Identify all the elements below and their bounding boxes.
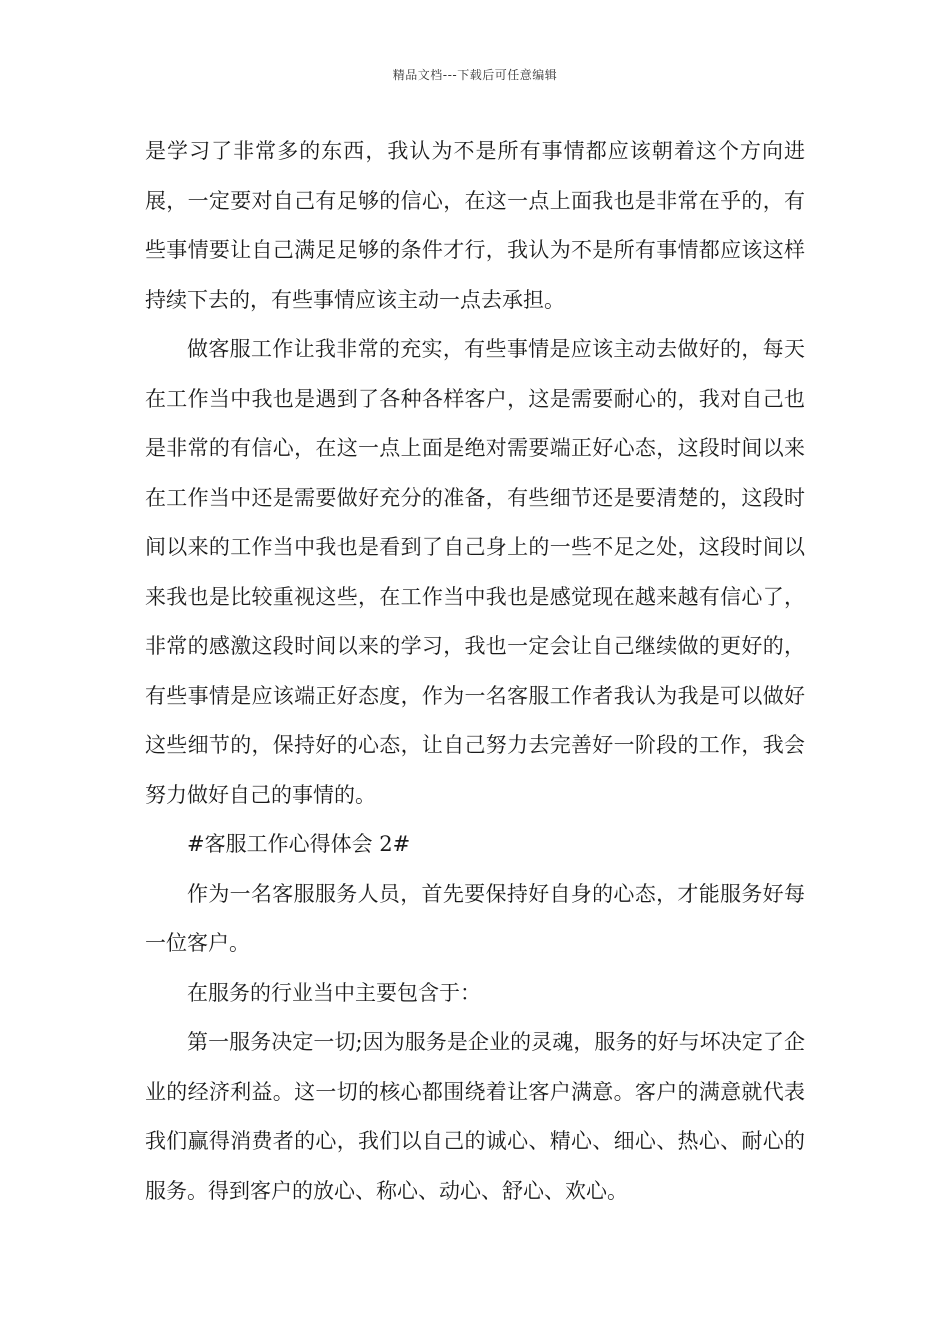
page-header: 精品文档---下载后可任意编辑 [392, 68, 558, 82]
document-body [145, 127, 805, 1216]
paragraph-service-industry: 在服务的行业当中主要包含于： [187, 980, 481, 1005]
paragraph-customer-service-work: 做客服工作让我非常的充实，有些事情是应该主动去做好的，每天在工作当中我也是遇到了各种各样客户，这是需要耐心的，我对自己也是非常的有信心，在这一点上面是绝对需要端正好心态，这段时间以来在工作当中还是需要做好充分的准备，有些细节还是要清楚的，这段时间以来的工作当中我也是看到了自己身上的一些不足之处，这段时间以来我也是比较重视这些，在工作当中我也是感觉现在越来越有信心了，非常的感激这段时间以来的学习，我也一定会让自己继续做的更好的，有些事情是应该端正好态度，作为一名客服工作者我认为我是可以做好这些细节的，保持好的心态，让自己努力去完善好一阶段的工作，我会努力做好自己的事情的。 [145, 337, 805, 807]
paragraph-attitude: 作为一名客服服务人员，首先要保持好自身的心态，才能服务好每一位客户。 [145, 881, 805, 955]
section-heading: #客服工作心得体会 2# [187, 832, 411, 856]
paragraph-service-first: 第一服务决定一切;因为服务是企业的灵魂，服务的好与坏决定了企业的经济利益。这一切的核心都围绕着让客户满意。客户的满意就代表我们赢得消费者的心，我们以自己的诚心、精心、细心、热心、耐心的服务。得到客户的放心、称心、动心、舒心、欢心。 [145, 1030, 805, 1203]
paragraph-continuation: 是学习了非常多的东西，我认为不是所有事情都应该朝着这个方向进展，一定要对自己有足够的信心，在这一点上面我也是非常在乎的，有些事情要让自己满足足够的条件才行，我认为不是所有事情都应该这样持续下去的，有些事情应该主动一点去承担。 [145, 139, 805, 312]
